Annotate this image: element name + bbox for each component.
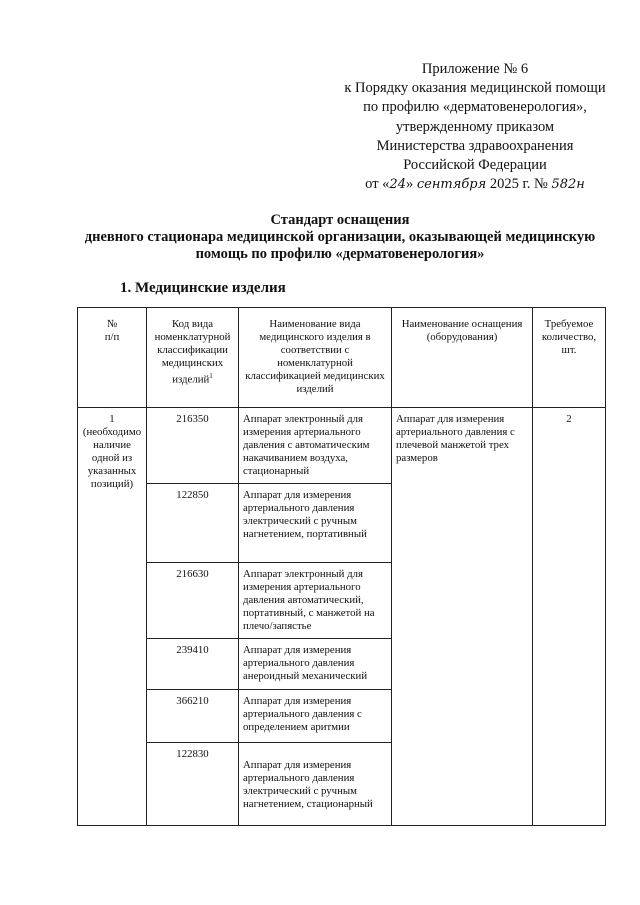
quantity-cell: 2 xyxy=(533,408,606,826)
appendix-title: Приложение № 6 xyxy=(421,61,529,77)
order-date-line xyxy=(330,175,620,194)
name-cell: Аппарат для измерения артериального давления электрический с ручным нагнетением, стационарный xyxy=(239,743,392,826)
date-prefix: от « xyxy=(365,176,390,193)
footnote-mark: 1 xyxy=(209,372,213,380)
order-number: 582н xyxy=(551,177,585,193)
header-name: Наименование вида медицинского изделия в соответствии с номенклатурной классификацией медицинских изделий xyxy=(239,308,392,408)
appendix-line: к Порядку оказания медицинской помощи xyxy=(344,80,606,97)
header-equipment: Наименование оснащения (оборудования) xyxy=(392,308,533,408)
standard-heading xyxy=(40,212,640,263)
heading-line-2: дневного стационара медицинской организации, оказывающей медицинскую xyxy=(84,229,596,245)
code-cell: 216350 xyxy=(147,408,239,484)
equipment-cell: Аппарат для измерения артериального давления с плечевой манжетой трех размеров xyxy=(392,408,533,826)
appendix-block xyxy=(330,60,620,194)
name-cell: Аппарат электронный для измерения артериального давления автоматический, портативный, с манжетой на плечо/запястье xyxy=(239,563,392,639)
group-number-cell: 1 (необходимо наличие одной из указанных позиций) xyxy=(78,408,147,826)
appendix-line: по профилю «дерматовенерология», xyxy=(363,99,587,116)
name-cell: Аппарат для измерения артериального давления анероидный механический xyxy=(239,639,392,690)
order-month: сентября xyxy=(416,177,487,193)
table-row xyxy=(78,408,606,484)
header-num: № п/п xyxy=(78,308,147,408)
code-cell: 122830 xyxy=(147,743,239,826)
date-mid: » xyxy=(405,176,417,193)
header-qty: Требуемое количество, шт. xyxy=(533,308,606,408)
section-title: 1. Медицинские изделия xyxy=(120,280,286,296)
heading-line-1: Стандарт оснащения xyxy=(270,212,410,228)
header-code: Код вида номенклатурной классификации медицинских изделий$^1$ xyxy=(147,308,239,408)
code-cell: 366210 xyxy=(147,690,239,743)
heading-line-3: помощь по профилю «дерматовенерология» xyxy=(195,246,485,262)
code-cell: 216630 xyxy=(147,563,239,639)
name-cell: Аппарат электронный для измерения артериального давления с автоматическим накачиванием воздуха, стационарный xyxy=(239,408,392,484)
appendix-line: Российской Федерации xyxy=(403,157,547,174)
appendix-line: Министерства здравоохранения xyxy=(376,137,574,154)
name-cell: Аппарат для измерения артериального давления электрический с ручным нагнетением, портативный xyxy=(239,484,392,563)
order-day: 24 xyxy=(389,177,406,193)
name-cell: Аппарат для измерения артериального давления с определением аритмии xyxy=(239,690,392,743)
appendix-line: утвержденному приказом xyxy=(395,118,555,135)
code-cell: 122850 xyxy=(147,484,239,563)
table-header-row xyxy=(78,308,606,408)
date-suffix: 2025 г. № xyxy=(486,176,552,193)
equipment-table xyxy=(77,307,606,826)
code-cell: 239410 xyxy=(147,639,239,690)
